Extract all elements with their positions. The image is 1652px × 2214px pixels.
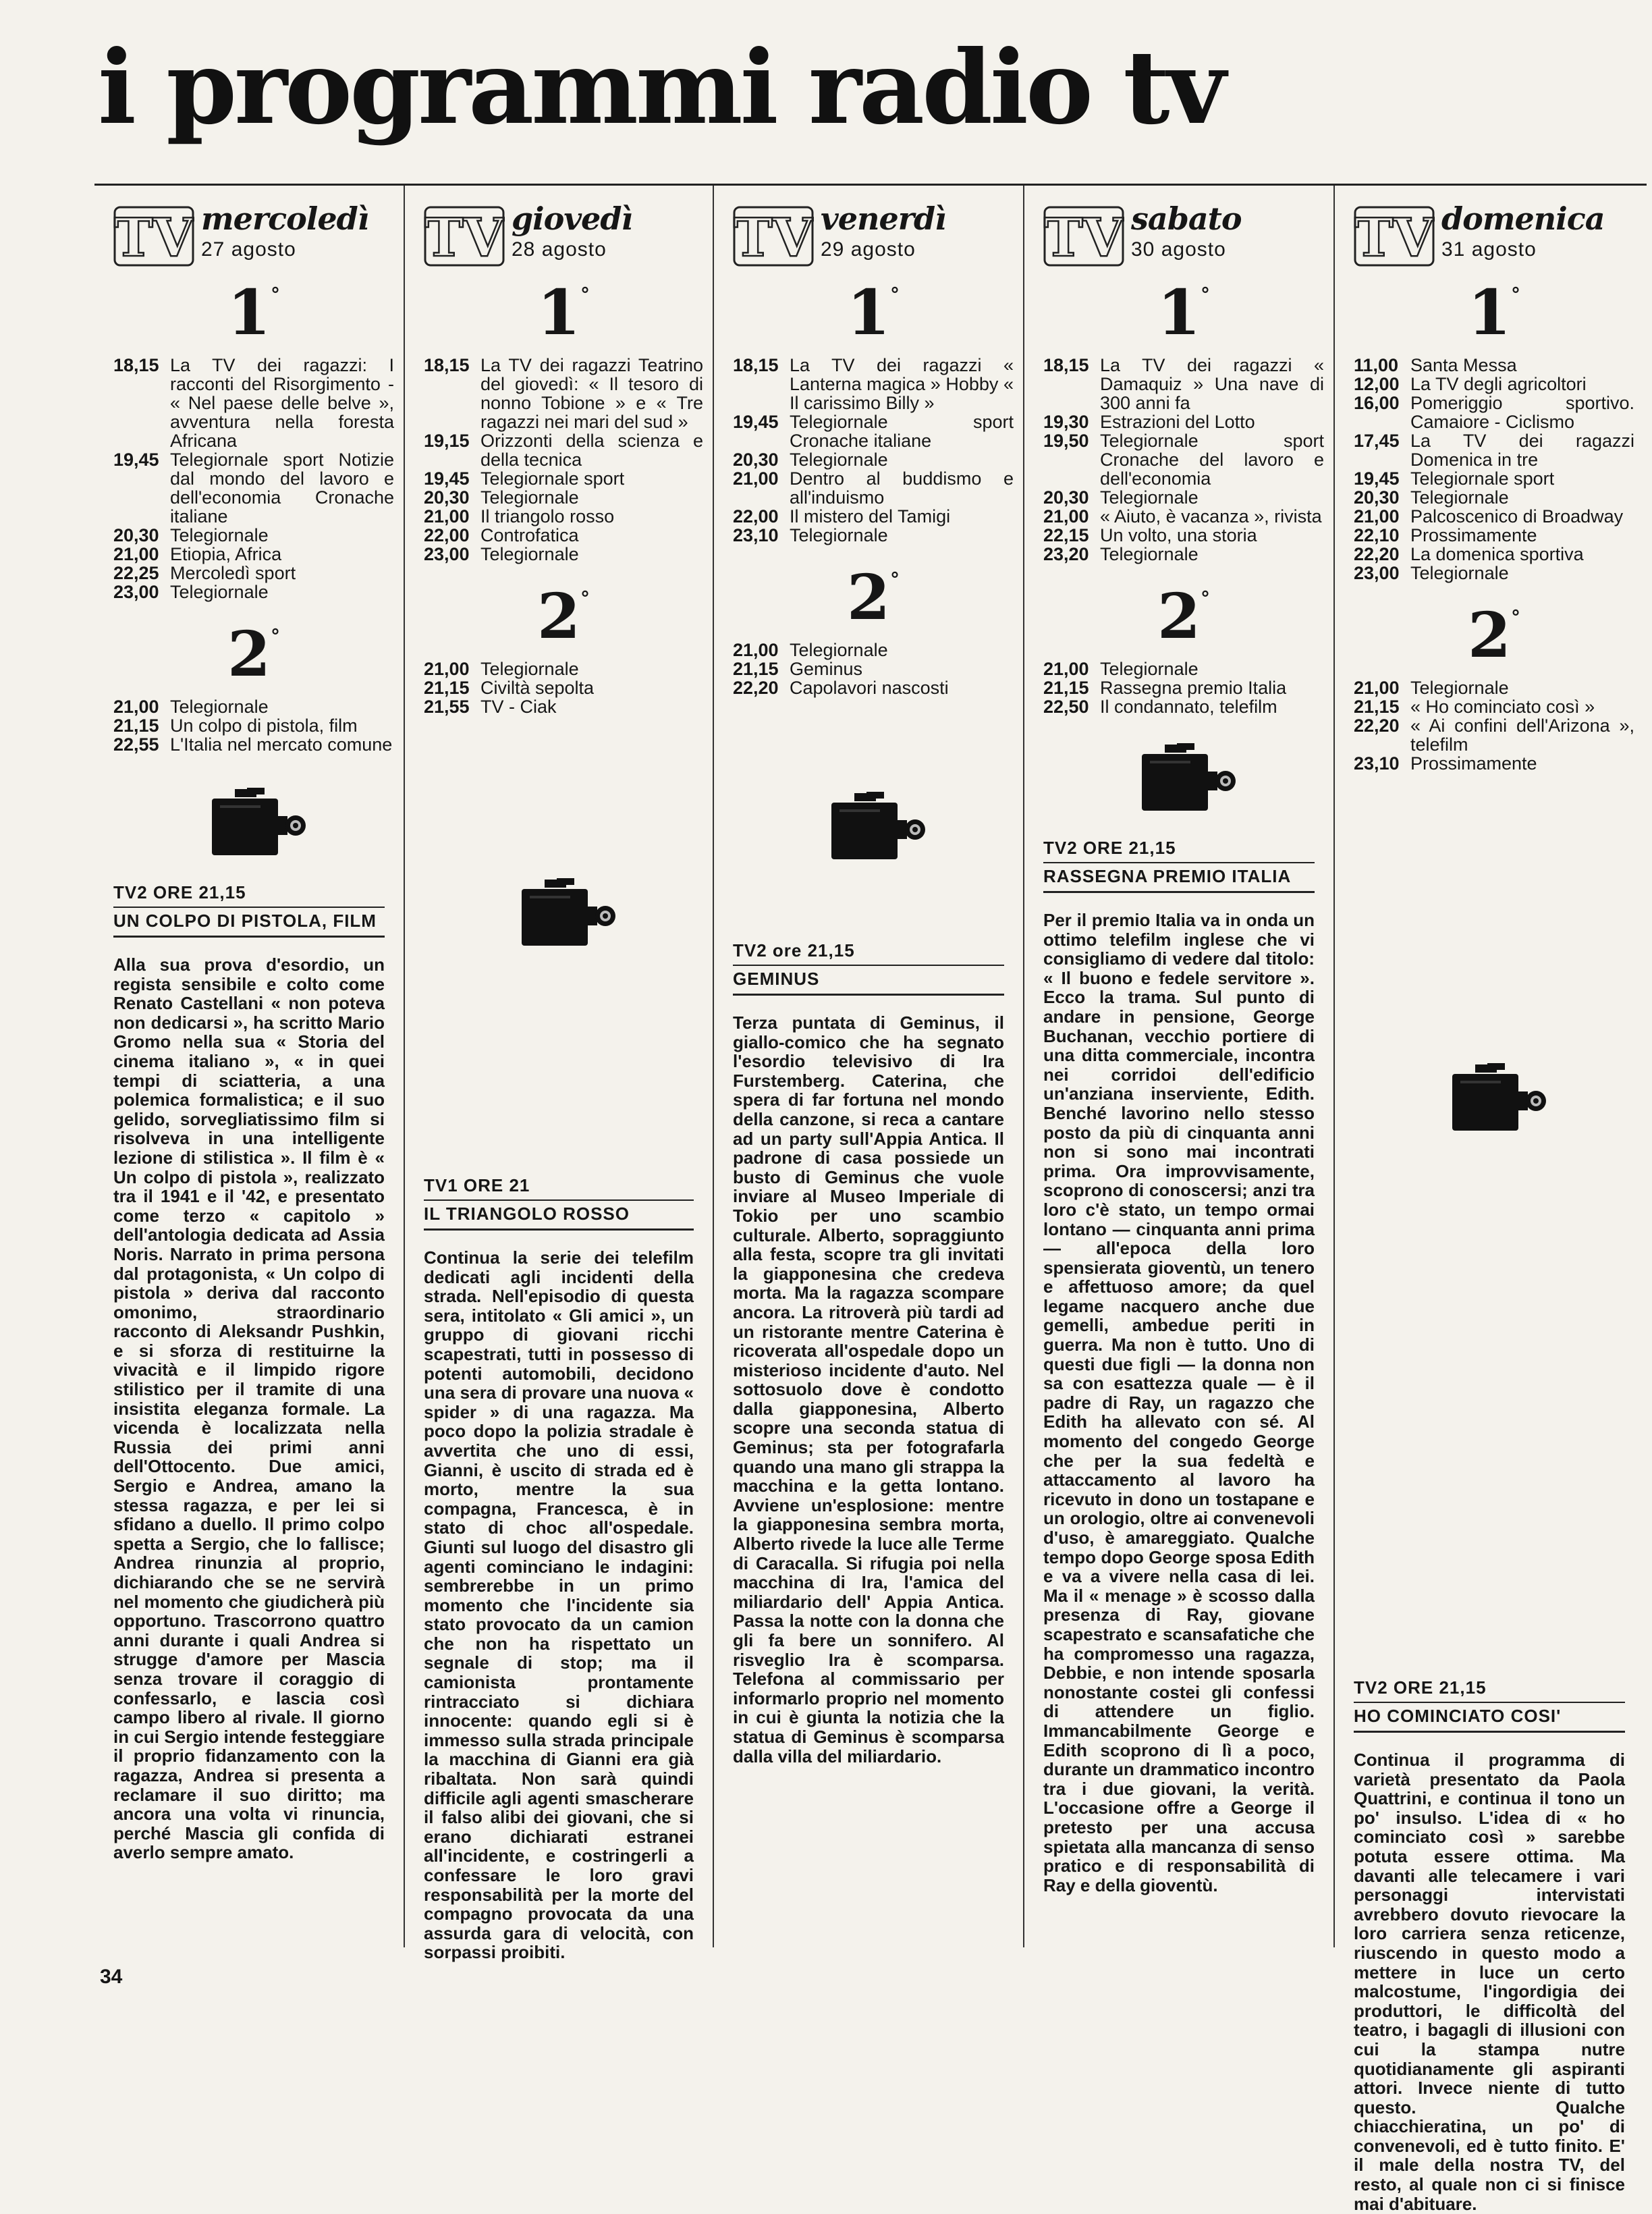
entry-time: 21,15 xyxy=(1043,678,1089,698)
entry-title: La TV dei ragazzi « Damaquiz » Una nave di 300 anni fa xyxy=(1100,355,1324,413)
schedule-entry xyxy=(1043,431,1324,488)
schedule-entry xyxy=(1043,507,1324,526)
degree-sign: ° xyxy=(271,284,280,306)
tv-logo-icon xyxy=(424,206,505,267)
feature-title: HO COMINCIATO COSI' xyxy=(1354,1703,1625,1733)
schedule-entry xyxy=(1043,678,1324,697)
entry-title: Telegiornale xyxy=(1410,678,1509,698)
entry-time: 22,00 xyxy=(733,506,779,526)
entry-title: La domenica sportiva xyxy=(1410,544,1584,564)
day-header xyxy=(1043,200,1324,268)
schedule-entry xyxy=(1354,678,1634,697)
feature-channel-time: TV2 ore 21,15 xyxy=(733,940,1004,966)
entry-time: 21,15 xyxy=(733,659,779,679)
schedule-entry xyxy=(1354,526,1634,545)
tv-camera-icon xyxy=(1440,1063,1548,1137)
entry-time: 19,45 xyxy=(113,450,159,470)
schedule-entry xyxy=(424,697,703,716)
entry-title: Il condannato, telefilm xyxy=(1100,697,1277,717)
schedule-entry xyxy=(1354,469,1634,488)
entry-title: Telegiornale xyxy=(790,640,888,660)
entry-time: 21,00 xyxy=(733,468,779,489)
entry-title: Il triangolo rosso xyxy=(480,506,615,526)
entry-time: 21,15 xyxy=(1354,697,1400,717)
entry-title: Dentro al buddismo e all'induismo xyxy=(790,468,1014,508)
schedule-entry xyxy=(733,678,1014,697)
entry-time: 22,20 xyxy=(1354,716,1400,736)
feature-channel-time: TV2 ORE 21,15 xyxy=(113,882,385,908)
entry-time: 21,00 xyxy=(1354,506,1400,526)
schedule-entry xyxy=(1043,412,1324,431)
feature-article xyxy=(733,940,1014,1766)
entry-title: « Ho cominciato così » xyxy=(1410,697,1595,717)
entry-time: 19,45 xyxy=(733,412,779,432)
schedule-entry xyxy=(113,450,394,526)
camera-figure xyxy=(424,878,703,952)
channel-2-schedule xyxy=(424,659,703,716)
schedule-entry xyxy=(1354,394,1634,431)
entry-time: 22,15 xyxy=(1043,525,1089,545)
channel-1-schedule xyxy=(1354,356,1634,583)
entry-title: Telegiornale xyxy=(480,544,579,564)
schedule-entry xyxy=(1354,716,1634,754)
channel-2-schedule xyxy=(1354,678,1634,773)
tv-camera-icon xyxy=(200,788,308,862)
entry-title: Telegiornale xyxy=(790,525,888,545)
feature-body: Continua il programma di varietà presentato da Paola Quattrini, e continua il tono un po' insulso. L'idea di « ho cominciato così » sarebbe potuta essere ottima. Ma davanti alle telecamere i vari personaggi intervistati avrebbero dovuto rievocare la loro carriera senza reticenze, riuscendo in questo modo a mettere in luce un certo malcostume, l'ingordigia dei produttori, le difficoltà del teatro, i bagagli di illusioni con cui la stampa nutre quotidianamente gli aspiranti attori. Invece niente di tutto questo. Qualche chiacchieratina, un po' di convenevoli, ed è tutto finito. E' il male della nostra TV, del resto, al quale non ci si finisce mai d'abituare. xyxy=(1354,1750,1625,2214)
channel-2-heading xyxy=(1043,580,1324,653)
entry-title: Etiopia, Africa xyxy=(170,544,282,564)
schedule-entry xyxy=(113,545,394,564)
entry-title: Telegiornale sport Cronache del lavoro e dell'economia xyxy=(1100,431,1324,489)
entry-time: 19,30 xyxy=(1043,412,1089,432)
day-column-4 xyxy=(1023,186,1333,1947)
day-name: mercoledì xyxy=(201,200,369,237)
schedule-entry xyxy=(1043,545,1324,564)
schedule-entry xyxy=(1043,697,1324,716)
tv-logo-icon xyxy=(113,206,194,267)
entry-title: Estrazioni del Lotto xyxy=(1100,412,1255,432)
page-title: i programmi radio tv xyxy=(98,28,1223,147)
channel-1-schedule xyxy=(113,356,394,601)
entry-time: 21,55 xyxy=(424,697,470,717)
feature-title: IL TRIANGOLO ROSSO xyxy=(424,1201,694,1231)
degree-sign: ° xyxy=(580,284,590,306)
entry-title: Telegiornale sport xyxy=(480,468,625,489)
day-date: 29 agosto xyxy=(821,238,916,261)
channel-1-heading xyxy=(424,276,703,349)
feature-article xyxy=(1043,838,1324,1895)
schedule-entry xyxy=(1354,488,1634,507)
entry-time: 16,00 xyxy=(1354,393,1400,413)
schedule-entry xyxy=(113,564,394,583)
degree-sign: ° xyxy=(271,625,280,647)
schedule-entry xyxy=(113,356,394,450)
entry-title: Il mistero del Tamigi xyxy=(790,506,951,526)
day-date: 27 agosto xyxy=(201,238,296,261)
schedule-entry xyxy=(424,431,703,469)
schedule-entry xyxy=(424,507,703,526)
day-date: 28 agosto xyxy=(512,238,607,261)
schedule-entry xyxy=(1043,659,1324,678)
entry-title: Orizzonti della scienza e della tecnica xyxy=(480,431,703,470)
channel-1-schedule xyxy=(1043,356,1324,564)
entry-title: La TV dei ragazzi Teatrino del giovedì: « Il tesoro di nonno Tobione » e « Tre ragazzi nei mari del sud » xyxy=(480,355,703,432)
entry-title: La TV dei ragazzi Domenica in tre xyxy=(1410,431,1634,470)
entry-title: « Ai confini dell'Arizona », telefilm xyxy=(1410,716,1634,755)
day-column-5 xyxy=(1333,186,1644,2214)
entry-title: Telegiornale xyxy=(170,582,269,602)
schedule-entry xyxy=(1354,356,1634,375)
entry-time: 22,20 xyxy=(1354,544,1400,564)
feature-body: Terza puntata di Geminus, il giallo-comico che ha segnato l'esordio televisivo di Ira Furstemberg. Caterina, che spera di far fortuna nel mondo della canzone, si reca a cantare ad un party sull'Appia Antica. Il padrone di casa possiede un busto di Geminus che vuole inviare al Museo Imperiale di Tokio per uno scambio culturale. Alberto, sopraggiunto alla festa, scopre tra gli invitati la giapponesina che credeva morta. Ma la ragazza scompare ancora. La ritroverà più tardi ad un ristorante mentre Caterina è ricoverata all'ospedale dopo un misterioso incidente d'auto. Nel sottosuolo dove è condotto dalla giapponesina, Alberto scopre una seconda statua di Geminus; sta per fotografarla quando una mano gli strappa la macchina e la getta lontano. Avviene un'esplosione: mentre la giapponesina sembra morta, Alberto rivede la luce alle Terme di Caracalla. Si rifugia poi nella macchina di Ira, l'amica del miliardario dell' Appia Antica. Passa la notte con la donna che gli fa bere un sonnifero. Al risveglio Ira è scomparsa. Telefona al commissario per informarlo proprio nel momento in cui è giunta la notizia che la statua di Geminus è scomparsa dalla villa del miliardario. xyxy=(733,1013,1004,1766)
feature-body: Continua la serie dei telefilm dedicati agli incidenti della strada. Nell'episodio di questa sera, intitolato « Gli amici », un gruppo di giovani ricchi scapestrati, tutti in possesso di potenti automobili, decidono una sera di provare una nuova « spider » di una ragazza. Ma poco dopo la polizia stradale è avvertita che uno di essi, Gianni, è uscito di strada ed è morto, mentre la sua compagna, Francesca, è in stato di choc all'ospedale. Giunti sul luogo del disastro gli agenti cominciano le indagini: sembrerebbe in un primo momento che l'incidente sia stato provocato da un camion che non ha rispettato un segnale di stop; ma il camionista prontamente rintracciato si dichiara innocente: quando egli si è immesso sulla strada principale la macchina di Gianni era già ribaltata. Non sarà quindi difficile agli agenti smascherare il falso alibi dei giovani, che si erano dichiarati estranei all'incidente, e costringerli a confessare le loro gravi responsabilità per la morte del compagno provocata da una assurda gara di velocità, con sorpassi proibiti. xyxy=(424,1247,694,1963)
entry-title: La TV dei ragazzi: I racconti del Risorgimento - « Nel paese delle belve », avventura nella foresta Africana xyxy=(170,355,394,451)
channel-2-heading xyxy=(424,580,703,653)
schedule-entry xyxy=(1043,356,1324,412)
entry-time: 18,15 xyxy=(113,355,159,375)
camera-figure xyxy=(733,792,1014,866)
entry-time: 18,15 xyxy=(733,355,779,375)
entry-time: 23,10 xyxy=(1354,753,1400,774)
entry-time: 21,00 xyxy=(1354,678,1400,698)
schedule-entry xyxy=(733,641,1014,659)
day-date: 30 agosto xyxy=(1131,238,1226,261)
channel-number: 2 xyxy=(536,580,580,653)
schedule-entry xyxy=(1043,526,1324,545)
schedule-entry xyxy=(733,450,1014,469)
entry-time: 21,00 xyxy=(1043,659,1089,679)
entry-time: 22,20 xyxy=(733,678,779,698)
schedule-entry xyxy=(1354,545,1634,564)
channel-1-heading xyxy=(733,276,1014,349)
channel-number: 1 xyxy=(1157,276,1201,349)
entry-title: Telegiornale xyxy=(790,450,888,470)
schedule-entry xyxy=(733,659,1014,678)
entry-title: Telegiornale xyxy=(1410,563,1509,583)
day-name: venerdì xyxy=(821,200,946,237)
feature-body: Per il premio Italia va in onda un ottimo telefilm inglese che vi consigliamo di vedere dal titolo: « Il buono e fedele servitore ». Ecco la trama. Sul punto di andare in pensione, George Buchanan, vecchio portiere di una ditta commerciale, incontra nei corridoi dell'edificio un'anziana inserviente, Edith. Benché lavorino nello stesso posto da più di cinquanta anni non si sono mai incontrati prima. Ora improvvisamente, scoprono di conoscersi; anzi tra loro c'è stato, un tempo ormai lontano — cinquanta anni prima — all'epoca della loro spensierata gioventù, un tenero e affettuoso amore; da quel legame nacquero anche due gemelli, ambedue periti in guerra. Ma non è tutto. Uno di questi due figli — la donna non sa con esattezza quale — è il padre di Ray, un ragazzo che Edith ha allevato con sé. Al momento del congedo George che per la sua fedeltà e attaccamento al lavoro ha ricevuto in dono un tostapane e un orologio, oltre ai convenevoli d'uso, è amareggiato. Qualche tempo dopo George sposa Edith e va a vivere nella casa di lei. Ma il « menage » è scosso dalla presenza di Ray, giovane scapestrato e scansafatiche che ha compromesso una ragazza, Debbie, e non intende sposarla nonostante costei gli confessi di attendere un figlio. Immancabilmente George e Edith scoprono di lì a poco, durante un drammatico incontro tra i due giovani, la verità. L'occasione offre a George il pretesto per una accusa spietata alla mancanza di senso pratico e di responsabilità di Ray e della gioventù. xyxy=(1043,910,1315,1895)
day-date: 31 agosto xyxy=(1441,238,1537,261)
tv-logo-icon xyxy=(1043,206,1124,267)
channel-2-heading xyxy=(1354,599,1634,672)
entry-title: Civiltà sepolta xyxy=(480,678,595,698)
entry-title: Palcoscenico di Broadway xyxy=(1410,506,1624,526)
entry-title: Telegiornale xyxy=(1100,487,1199,508)
day-column-1 xyxy=(94,186,404,1947)
entry-time: 17,45 xyxy=(1354,431,1400,451)
feature-title: RASSEGNA PREMIO ITALIA xyxy=(1043,863,1315,893)
entry-title: Santa Messa xyxy=(1410,355,1517,375)
entry-time: 21,15 xyxy=(424,678,470,698)
entry-title: Prossimamente xyxy=(1410,753,1537,774)
tv-logo-icon xyxy=(1354,206,1435,267)
entry-title: Capolavori nascosti xyxy=(790,678,949,698)
schedule-entry xyxy=(733,507,1014,526)
feature-body: Alla sua prova d'esordio, un regista sensibile e colto come Renato Castellani « non poteva non dedicarsi », ha scritto Mario Gromo nella sua « Storia del cinema italiano », « in quei tempi di sciatteria, a una polemica formalistica; e il suo gelido, sorvegliatissimo film si risolveva in una intelligente lezione di stilistica ». Il film è « Un colpo di pistola », realizzato tra il 1941 e il '42, e presentato come terzo « capitolo » dell'antologia dedicata ad Assia Noris. Narrato in prima persona dal protagonista, « Un colpo di pistola » deriva dal racconto omonimo, straordinario racconto di Aleksandr Pushkin, e si sforza di restituirne la vivacità e il limpido rigore stilistico per il tramite di una insistita eleganza formale. La vicenda è localizzata nella Russia dei primi anni dell'Ottocento. Due amici, Sergio e Andrea, amano la stessa ragazza, e per lei si sfidano a duello. Il primo colpo spetta a Sergio, che lo fallisce; Andrea rinunzia al proprio, dichiarando che se ne servirà nel momento che giudicherà più opportuno. Trascorrono quattro anni durante i quali Andrea si strugge d'amore per Mascia senza trovare il coraggio di confessarlo, e lascia così campo libero al rivale. Il giorno in cui Sergio intende festeggiare il proprio fidanzamento con la ragazza, Andrea si presenta a reclamare il suo diritto; ma ancora una volta vi rinuncia, perché Mascia gli confida di averlo sempre amato. xyxy=(113,954,385,1863)
schedule-entry xyxy=(424,526,703,545)
entry-time: 22,50 xyxy=(1043,697,1089,717)
day-column-3 xyxy=(713,186,1023,1947)
entry-title: Telegiornale sport Cronache italiane xyxy=(790,412,1014,451)
channel-number: 2 xyxy=(227,618,271,691)
svg-text:TV: TV xyxy=(733,207,814,267)
schedule-entry xyxy=(424,488,703,507)
channel-number: 2 xyxy=(1467,599,1511,672)
schedule-entry xyxy=(1354,375,1634,394)
svg-text:TV: TV xyxy=(113,207,194,267)
camera-figure xyxy=(113,788,394,862)
degree-sign: ° xyxy=(1201,284,1210,306)
channel-1-heading xyxy=(1043,276,1324,349)
entry-title: Geminus xyxy=(790,659,863,679)
entry-time: 19,50 xyxy=(1043,431,1089,451)
feature-channel-time: TV2 ORE 21,15 xyxy=(1354,1677,1625,1703)
channel-1-schedule xyxy=(424,356,703,564)
entry-title: Prossimamente xyxy=(1410,525,1537,545)
entry-title: Telegiornale xyxy=(480,487,579,508)
degree-sign: ° xyxy=(1511,606,1520,628)
day-name: sabato xyxy=(1131,200,1242,237)
entry-title: Un volto, una storia xyxy=(1100,525,1257,545)
schedule-entry xyxy=(424,659,703,678)
entry-time: 19,45 xyxy=(424,468,470,489)
entry-title: TV - Ciak xyxy=(480,697,557,717)
entry-time: 20,30 xyxy=(113,525,159,545)
channel-2-schedule xyxy=(113,697,394,754)
tv-camera-icon xyxy=(510,878,617,952)
entry-time: 18,15 xyxy=(424,355,470,375)
feature-title: GEMINUS xyxy=(733,966,1004,996)
feature-channel-time: TV1 ORE 21 xyxy=(424,1175,694,1201)
schedule-entry xyxy=(424,469,703,488)
day-header xyxy=(1354,200,1634,268)
tv-camera-icon xyxy=(1130,743,1238,817)
entry-title: Telegiornale sport xyxy=(1410,468,1555,489)
entry-title: Telegiornale sport Notizie dal mondo del lavoro e dell'economia Cronache italiane xyxy=(170,450,394,526)
entry-time: 23,00 xyxy=(424,544,470,564)
entry-time: 20,30 xyxy=(1354,487,1400,508)
svg-text:TV: TV xyxy=(424,207,505,267)
entry-time: 11,00 xyxy=(1354,355,1399,375)
entry-time: 20,30 xyxy=(733,450,779,470)
entry-title: Telegiornale xyxy=(170,697,269,717)
entry-time: 23,20 xyxy=(1043,544,1089,564)
tv-logo-icon xyxy=(733,206,814,267)
day-header xyxy=(424,200,703,268)
entry-time: 19,45 xyxy=(1354,468,1400,489)
day-header xyxy=(733,200,1014,268)
schedule-entry xyxy=(1354,697,1634,716)
entry-time: 22,55 xyxy=(113,734,159,755)
schedule-entry xyxy=(1354,564,1634,583)
entry-time: 21,00 xyxy=(424,506,470,526)
degree-sign: ° xyxy=(890,284,900,306)
schedule-entry xyxy=(113,526,394,545)
tv-camera-icon xyxy=(819,792,927,866)
entry-time: 23,00 xyxy=(1354,563,1400,583)
entry-time: 20,30 xyxy=(424,487,470,508)
schedule-entry xyxy=(1354,431,1634,469)
channel-number: 1 xyxy=(227,276,271,349)
entry-time: 22,25 xyxy=(113,563,159,583)
feature-article xyxy=(113,882,394,1862)
degree-sign: ° xyxy=(580,587,590,610)
schedule-entry xyxy=(733,412,1014,450)
schedule-entry xyxy=(1043,488,1324,507)
entry-title: Un colpo di pistola, film xyxy=(170,716,358,736)
channel-number: 2 xyxy=(1157,580,1201,653)
schedule-entry xyxy=(424,545,703,564)
feature-article xyxy=(1354,1677,1634,2213)
entry-time: 20,30 xyxy=(1043,487,1089,508)
entry-title: Mercoledì sport xyxy=(170,563,296,583)
channel-1-heading xyxy=(1354,276,1634,349)
entry-time: 21,00 xyxy=(733,640,779,660)
camera-figure xyxy=(1354,1063,1634,1137)
entry-time: 21,15 xyxy=(113,716,159,736)
schedule-entry xyxy=(424,356,703,431)
entry-time: 23,00 xyxy=(113,582,159,602)
entry-time: 22,10 xyxy=(1354,525,1400,545)
schedule-entry xyxy=(113,735,394,754)
entry-time: 21,00 xyxy=(424,659,470,679)
entry-title: Telegiornale xyxy=(1100,659,1199,679)
schedule-entry xyxy=(1354,754,1634,773)
entry-title: Telegiornale xyxy=(480,659,579,679)
entry-title: Rassegna premio Italia xyxy=(1100,678,1287,698)
channel-2-schedule xyxy=(733,641,1014,697)
entry-title: « Aiuto, è vacanza », rivista xyxy=(1100,506,1322,526)
day-header xyxy=(113,200,394,268)
svg-text:TV: TV xyxy=(1043,207,1124,267)
feature-channel-time: TV2 ORE 21,15 xyxy=(1043,838,1315,863)
entry-time: 21,00 xyxy=(113,544,159,564)
degree-sign: ° xyxy=(1201,587,1210,610)
entry-title: Telegiornale xyxy=(1410,487,1509,508)
schedule-entry xyxy=(1354,507,1634,526)
feature-article xyxy=(424,1175,703,1962)
entry-time: 23,10 xyxy=(733,525,779,545)
schedule-entry xyxy=(733,356,1014,412)
entry-title: L'Italia nel mercato comune xyxy=(170,734,393,755)
entry-time: 22,00 xyxy=(424,525,470,545)
entry-time: 19,15 xyxy=(424,431,470,451)
entry-title: Pomeriggio sportivo. Camaiore - Ciclismo xyxy=(1410,393,1634,432)
entry-time: 18,15 xyxy=(1043,355,1089,375)
entry-title: Telegiornale xyxy=(1100,544,1199,564)
channel-number: 1 xyxy=(1467,276,1511,349)
channel-2-heading xyxy=(733,561,1014,634)
degree-sign: ° xyxy=(1511,284,1520,306)
channel-number: 2 xyxy=(846,561,890,634)
entry-time: 21,00 xyxy=(113,697,159,717)
degree-sign: ° xyxy=(890,568,900,591)
schedule-entry xyxy=(424,678,703,697)
entry-title: La TV dei ragazzi « Lanterna magica » Hobby « Il carissimo Billy » xyxy=(790,355,1014,413)
schedule-entry xyxy=(113,697,394,716)
day-name: domenica xyxy=(1441,200,1605,237)
entry-time: 12,00 xyxy=(1354,374,1400,394)
channel-1-schedule xyxy=(733,356,1014,545)
svg-text:TV: TV xyxy=(1354,207,1435,267)
channel-2-heading xyxy=(113,618,394,691)
schedule-entry xyxy=(733,469,1014,507)
entry-time: 21,00 xyxy=(1043,506,1089,526)
schedule-entry xyxy=(733,526,1014,545)
channel-number: 1 xyxy=(536,276,580,349)
day-column-2 xyxy=(404,186,713,1963)
channel-number: 1 xyxy=(846,276,890,349)
feature-title: UN COLPO DI PISTOLA, FILM xyxy=(113,908,385,938)
entry-title: Controfatica xyxy=(480,525,579,545)
channel-2-schedule xyxy=(1043,659,1324,716)
page-number: 34 xyxy=(100,1966,123,1988)
day-name: giovedì xyxy=(512,200,632,237)
channel-1-heading xyxy=(113,276,394,349)
entry-title: La TV degli agricoltori xyxy=(1410,374,1587,394)
schedule-entry xyxy=(113,716,394,735)
schedule-entry xyxy=(113,583,394,601)
camera-figure xyxy=(1043,743,1324,817)
entry-title: Telegiornale xyxy=(170,525,269,545)
